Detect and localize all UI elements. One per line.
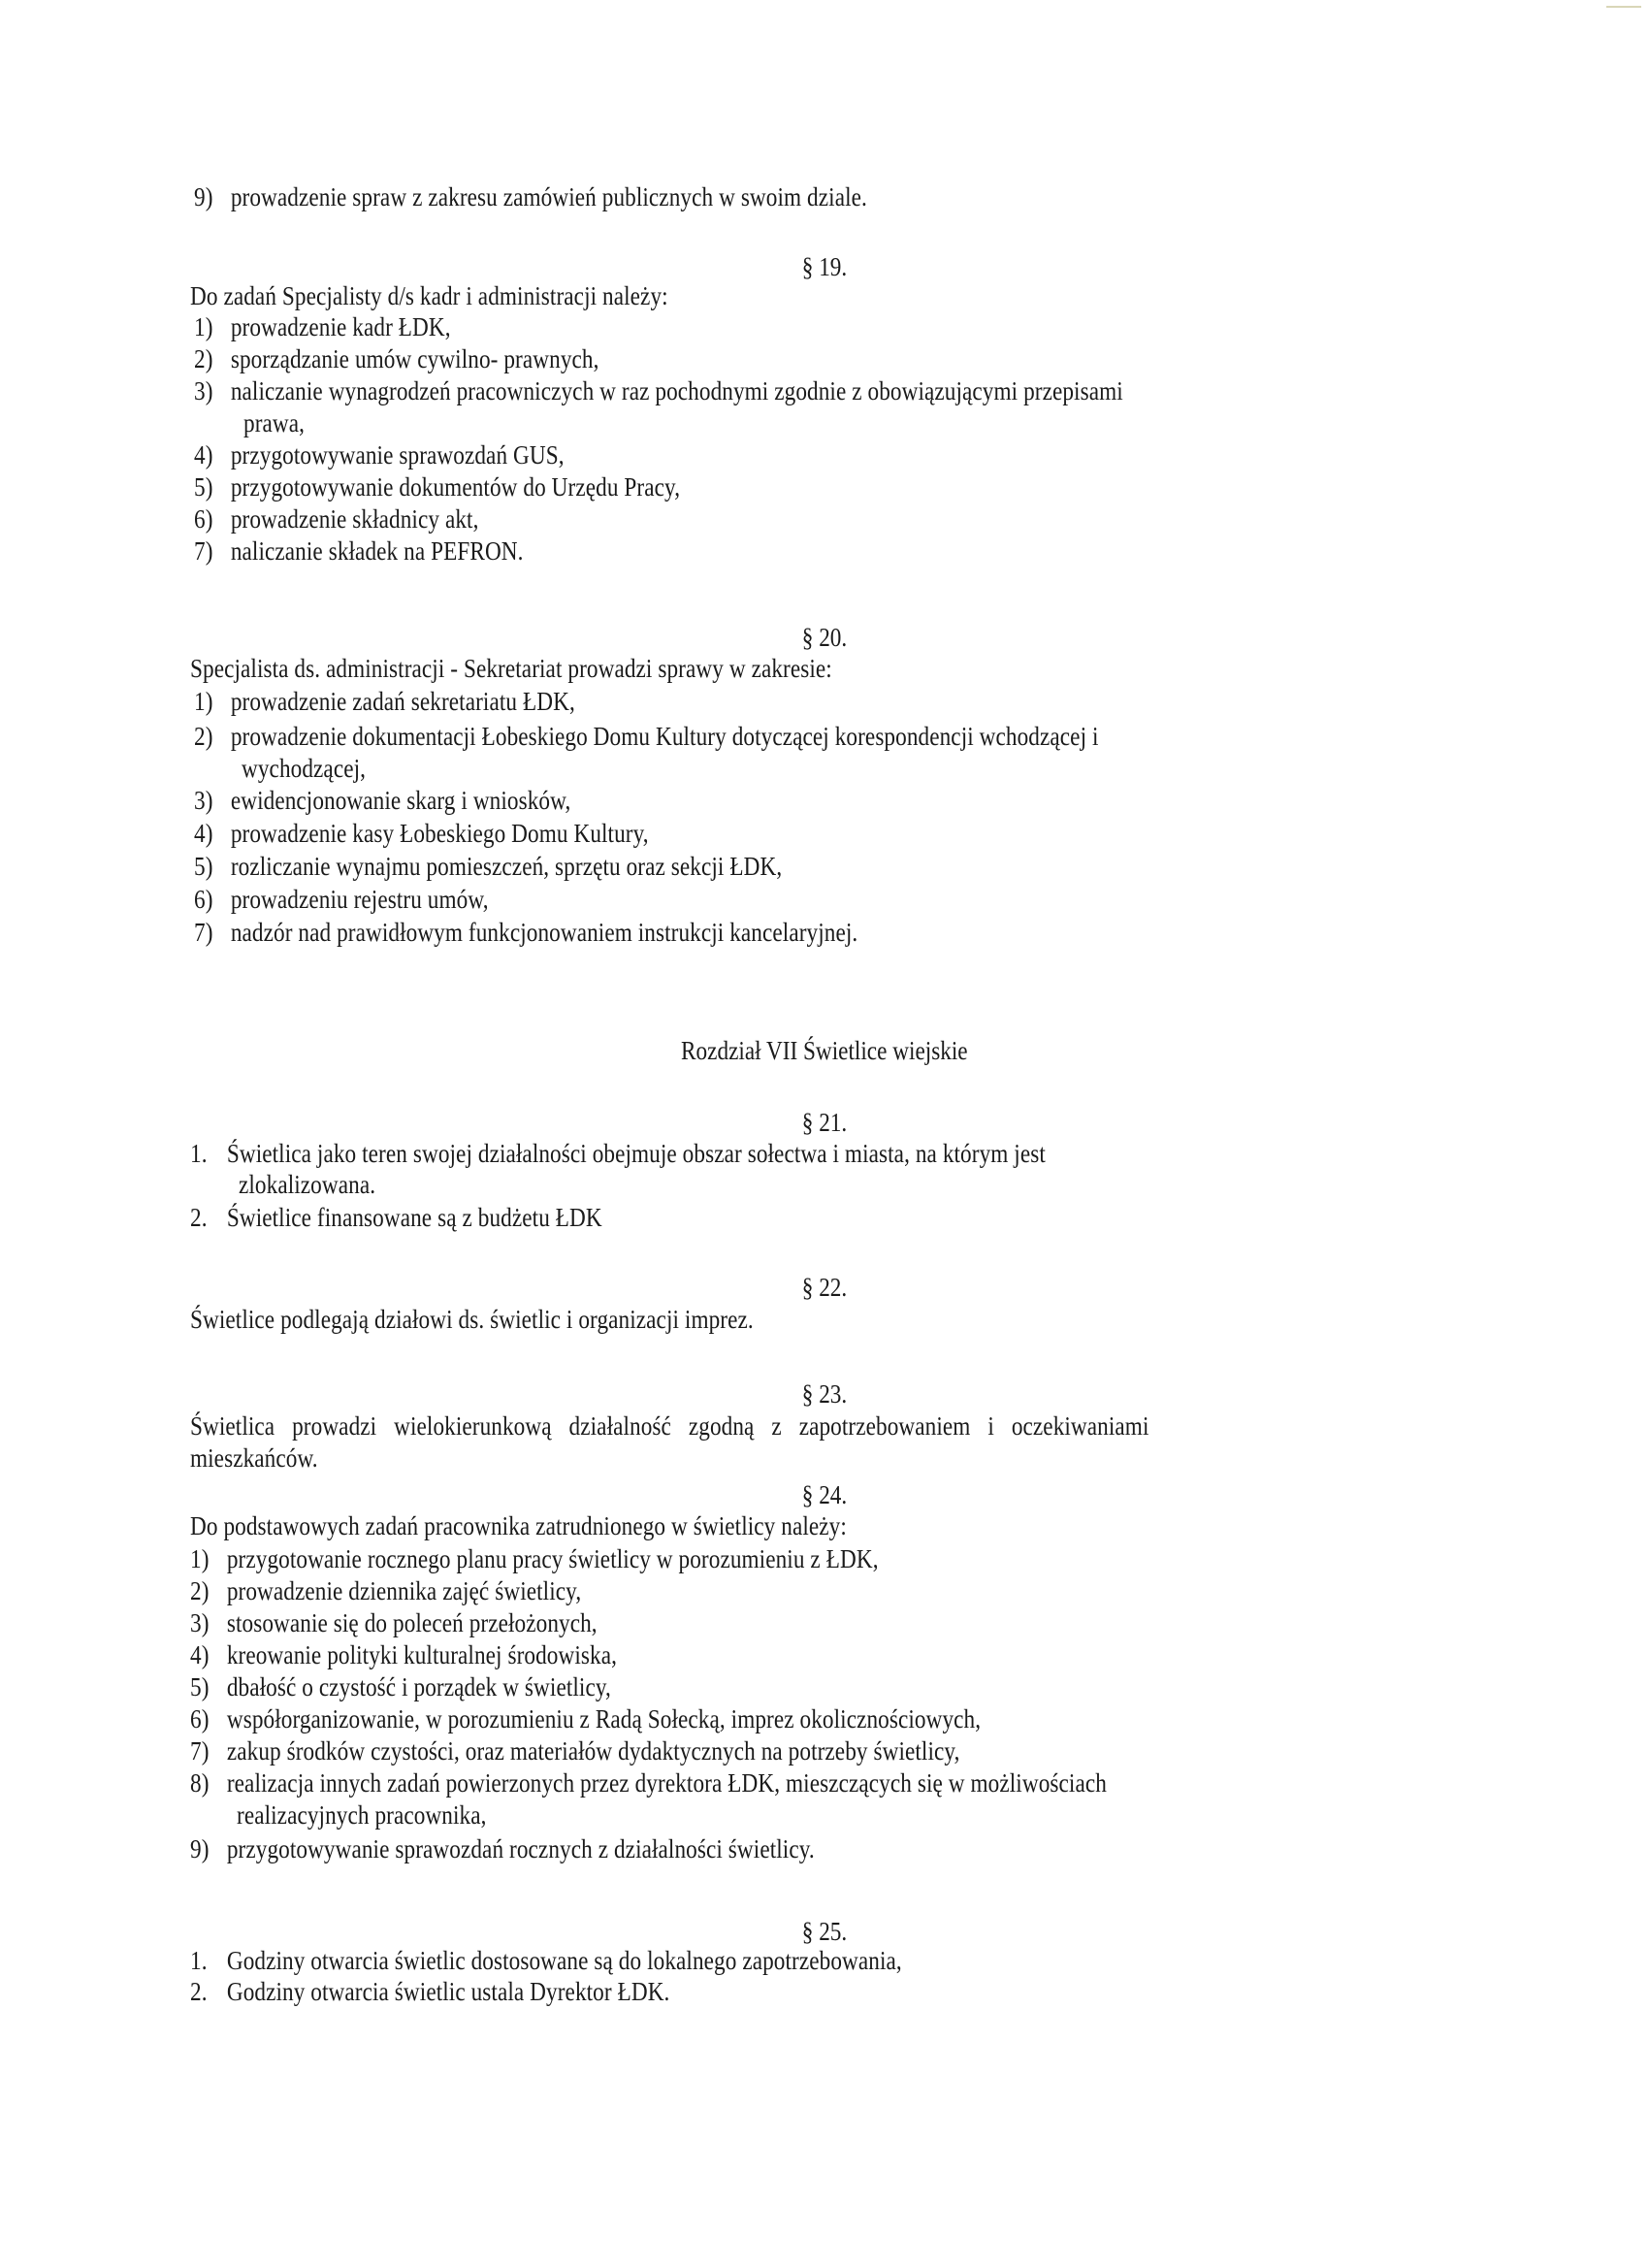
list-item: 2. Świetlice finansowane są z budżetu ŁDK [190,1203,602,1232]
section-heading-20: § 20. [801,623,848,652]
section-heading-22: § 22. [801,1273,848,1302]
list-item: 2) prowadzenie dziennika zajęć świetlicy, [190,1576,582,1605]
section-heading-24: § 24. [801,1480,848,1509]
list-item: 7) nadzór nad prawidłowym funkcjonowaniem instrukcji kancelaryjnej. [194,918,858,947]
list-item: 3) stosowanie się do poleceń przełożonych, [190,1608,598,1637]
list-item: 4) kreowanie polityki kulturalnej środowiska, [190,1640,617,1669]
list-item: 1) prowadzenie zadań sekretariatu ŁDK, [194,687,575,716]
section-heading-21: § 21. [801,1108,848,1137]
item-number: 9) [194,182,213,211]
list-item-continuation: zlokalizowana. [239,1170,376,1199]
list-item: 1) prowadzenie kadr ŁDK, [194,312,451,341]
list-item-continuation: wychodzącej, [242,754,367,783]
section-heading-19: § 19. [801,252,848,281]
item-text: prowadzenie spraw z zakresu zamówień publicznych w swoim dziale. [230,182,867,211]
list-item: 5) rozliczanie wynajmu pomieszczeń, sprzętu oraz sekcji ŁDK, [194,852,783,881]
list-item: 2) prowadzenie dokumentacji Łobeskiego Domu Kultury dotyczącej korespondencji wchodzącej i [194,722,1099,751]
section-text-23: Świetlica prowadzi wielokierunkową działalność zgodną z zapotrzebowaniem i oczekiwaniami [190,1411,1149,1441]
list-item: 7) zakup środków czystości, oraz materiałów dydaktycznych na potrzeby świetlicy, [190,1736,960,1766]
list-item: 6) prowadzenie składnicy akt, [194,504,479,534]
section-heading-23: § 23. [801,1379,848,1409]
section-intro-20: Specjalista ds. administracji - Sekretariat prowadzi sprawy w zakresie: [190,654,832,683]
section-intro-24: Do podstawowych zadań pracownika zatrudnionego w świetlicy należy: [190,1511,847,1540]
list-item: 6) prowadzeniu rejestru umów, [194,885,489,914]
section-text-23-continuation: mieszkańców. [190,1443,318,1473]
list-item: 3) naliczanie wynagrodzeń pracowniczych w raz pochodnymi zgodnie z obowiązującymi przepisami [194,376,1123,405]
section-heading-25: § 25. [801,1917,848,1946]
list-item: 1. Godziny otwarcia świetlic dostosowane są do lokalnego zapotrzebowania, [190,1946,902,1975]
section-intro-19: Do zadań Specjalisty d/s kadr i administracji należy: [190,281,668,310]
chapter-heading: Rozdział VII Świetlice wiejskie [681,1036,968,1065]
list-item-continuation: realizacyjnych pracownika, [237,1800,487,1830]
list-item: 5) przygotowywanie dokumentów do Urzędu Pracy, [194,472,681,502]
list-item: 4) prowadzenie kasy Łobeskiego Domu Kultury, [194,819,649,848]
list-item: 3) ewidencjonowanie skarg i wniosków, [194,786,571,815]
list-item: 1. Świetlica jako teren swojej działalności obejmuje obszar sołectwa i miasta, na którym jest [190,1139,1046,1168]
list-item [194,180,867,213]
list-item: 9) przygotowywanie sprawozdań rocznych z działalności świetlicy. [190,1834,815,1863]
list-item: 5) dbałość o czystość i porządek w świetlicy, [190,1672,611,1701]
scan-edge-mark [1606,6,1641,8]
section-text-22: Świetlice podlegają działowi ds. świetlic i organizacji imprez. [190,1305,754,1334]
list-item: 2. Godziny otwarcia świetlic ustala Dyrektor ŁDK. [190,1977,670,2006]
list-item: 6) współorganizowanie, w porozumieniu z Radą Sołecką, imprez okolicznościowych, [190,1704,982,1733]
list-item: 7) naliczanie składek na PEFRON. [194,536,524,566]
list-item-continuation: prawa, [243,408,306,437]
list-item: 8) realizacja innych zadań powierzonych przez dyrektora ŁDK, mieszczących się w możliwościach [190,1768,1107,1798]
list-item: 2) sporządzanie umów cywilno- prawnych, [194,344,599,373]
list-item: 1) przygotowanie rocznego planu pracy świetlicy w porozumieniu z ŁDK, [190,1544,879,1573]
list-item: 4) przygotowywanie sprawozdań GUS, [194,440,565,470]
